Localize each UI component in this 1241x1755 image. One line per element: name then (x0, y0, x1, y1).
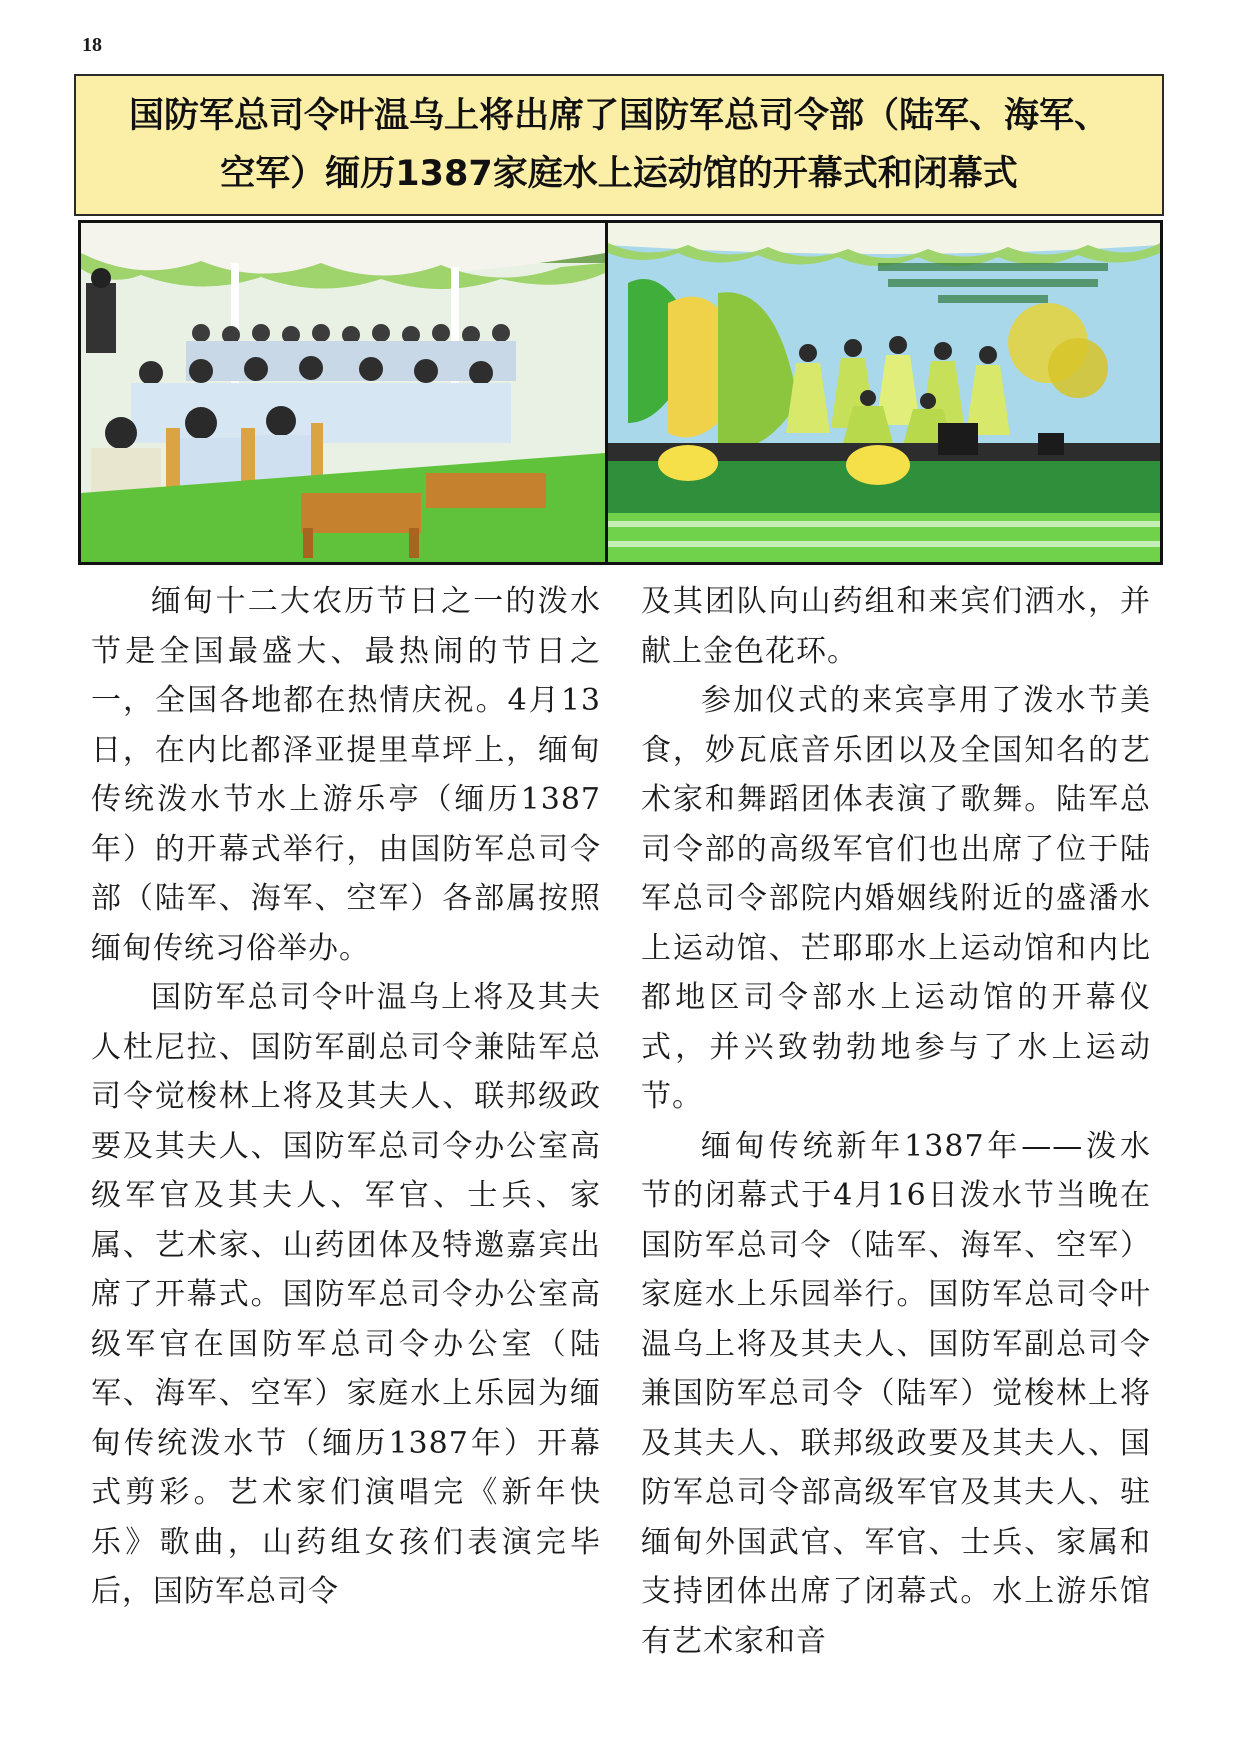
paragraph-2: 国防军总司令叶温乌上将及其夫人杜尼拉、国防军副总司令兼陆军总司令觉梭林上将及其夫人、联邦级政要及其夫人、国防军总司令办公室高级军官及其夫人、军官、士兵、家属、艺术家、山药团体及特邀嘉宾出席了开幕式。国防军总司令办公室高级军官在国防军总司令办公室（陆军、海军、空军）家庭水上乐园为缅甸传统泼水节（缅历1387年）开幕式剪彩。艺术家们演唱完《新年快乐》歌曲，山药组女孩们表演完毕后，国防军总司令 (91, 980, 601, 1609)
title-line-2: 空军）缅历1387家庭水上运动馆的开幕式和闭幕式 (220, 154, 1018, 194)
article-title-box (74, 74, 1164, 216)
title-line-1: 国防军总司令叶温乌上将出席了国防军总司令部（陆军、海军、 (128, 96, 1109, 136)
paragraph-1: 缅甸十二大农历节日之一的泼水节是全国最盛大、最热闹的节日之一，全国各地都在热情庆祝。4月13日，在内比都泽亚提里草坪上，缅甸传统泼水节水上游乐亭（缅历1387年）的开幕式举行，由国防军总司令部（陆军、海军、空军）各部属按照缅甸传统习俗举办。 (91, 584, 601, 966)
article-column-left (91, 577, 601, 1617)
paragraph-4: 缅甸传统新年1387年——泼水节的闭幕式于4月16日泼水节当晚在国防军总司令（陆军、海军、空军）家庭水上乐园举行。国防军总司令叶温乌上将及其夫人、国防军副总司令兼国防军总司令（陆军）觉梭林上将及其夫人、联邦级政要及其夫人、国防军总司令部高级军官及其夫人、驻缅甸外国武官、军官、士兵、家属和支持团体出席了闭幕式。水上游乐馆有艺术家和音 (641, 1128, 1151, 1659)
photo-stage (608, 223, 1160, 562)
photo-audience (81, 223, 605, 562)
stage-photo-illustration (608, 223, 1160, 562)
photo-strip (78, 220, 1163, 565)
paragraph-3: 参加仪式的来宾享用了泼水节美食，妙瓦底音乐团以及全国知名的艺术家和舞蹈团体表演了歌舞。陆军总司令部的高级军官们也出席了位于陆军总司令部院内婚姻线附近的盛潘水上运动馆、芒耶耶水上运动馆和内比都地区司令部水上运动馆的开幕仪式，并兴致勃勃地参与了水上运动节。 (641, 683, 1151, 1114)
audience-photo-illustration (81, 223, 605, 562)
paragraph-2-continued: 及其团队向山药组和来宾们洒水，并献上金色花环。 (641, 584, 1151, 669)
page-number: 18 (82, 34, 102, 56)
article-column-right (641, 577, 1151, 1666)
